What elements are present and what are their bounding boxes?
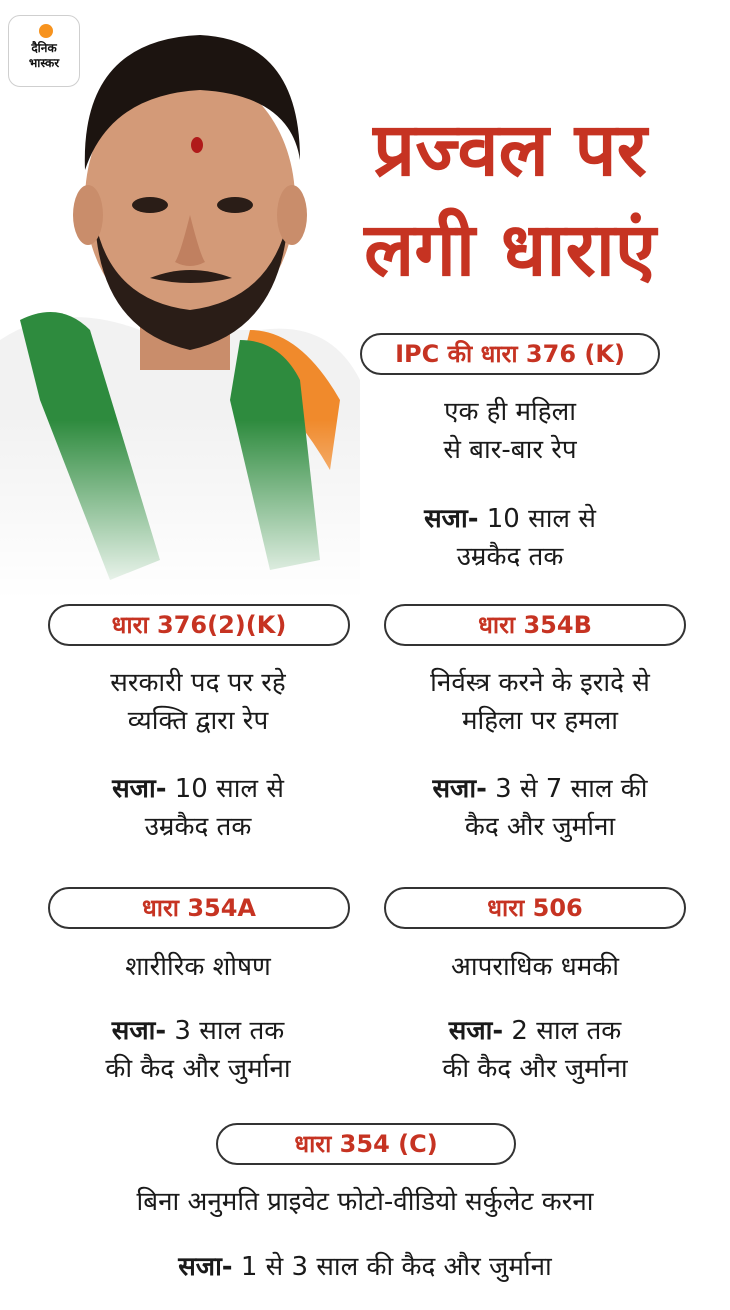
section-title-ipc-376k: IPC की धारा 376 (K)	[360, 333, 660, 375]
section-penalty-354c	[15, 1248, 715, 1286]
penalty-text: 2 साल तक	[503, 1016, 622, 1046]
penalty-label: सजा-	[112, 774, 167, 804]
penalty-label: सजा-	[424, 504, 479, 534]
section-desc-506	[365, 948, 705, 986]
section-title-354a: धारा 354A	[48, 887, 350, 929]
desc-line: एक ही महिला	[444, 397, 576, 427]
penalty-text: 1 से 3 साल की कैद और जुर्माना	[232, 1252, 552, 1282]
penalty-text: 10 साल से	[478, 504, 596, 534]
section-penalty-354b	[370, 770, 710, 846]
title-line-1: प्रज्वल पर	[373, 107, 647, 193]
section-title-354c: धारा 354 (C)	[216, 1123, 516, 1165]
penalty-text: 10 साल से	[166, 774, 284, 804]
desc-line: शारीरिक शोषण	[125, 952, 271, 982]
penalty-label: सजा-	[432, 774, 487, 804]
section-desc-376-2-k	[28, 664, 368, 740]
desc-line: से बार-बार रेप	[443, 435, 577, 465]
penalty-text: 3 साल तक	[166, 1016, 285, 1046]
penalty-text: 3 से 7 साल की	[486, 774, 648, 804]
section-penalty-354a	[28, 1012, 368, 1088]
desc-line: बिना अनुमति प्राइवेट फोटो-वीडियो सर्कुलेट करना	[136, 1187, 594, 1217]
desc-line: आपराधिक धमकी	[451, 952, 619, 982]
title-line-2: लगी धाराएं	[364, 207, 656, 293]
section-desc-ipc-376k	[360, 393, 660, 469]
penalty-text: की कैद और जुर्माना	[442, 1054, 628, 1084]
page-title	[300, 100, 720, 300]
penalty-text: उम्रकैद तक	[144, 812, 252, 842]
section-penalty-ipc-376k	[360, 500, 660, 576]
penalty-text: उम्रकैद तक	[456, 542, 564, 572]
section-desc-354a	[28, 948, 368, 986]
desc-line: महिला पर हमला	[461, 706, 619, 736]
desc-line: सरकारी पद पर रहे	[110, 668, 286, 698]
portrait-photo	[0, 0, 360, 600]
desc-line: व्यक्ति द्वारा रेप	[127, 706, 269, 736]
section-penalty-376-2-k	[28, 770, 368, 846]
penalty-text: कैद और जुर्माना	[464, 812, 616, 842]
penalty-label: सजा-	[448, 1016, 504, 1046]
section-desc-354c	[15, 1183, 715, 1221]
section-title-376-2-k: धारा 376(2)(K)	[48, 604, 350, 646]
section-title-506: धारा 506	[384, 887, 686, 929]
section-desc-354b	[370, 664, 710, 740]
section-penalty-506	[365, 1012, 705, 1088]
desc-line: निर्वस्त्र करने के इरादे से	[430, 668, 650, 698]
penalty-label: सजा-	[111, 1016, 167, 1046]
penalty-label: सजा-	[178, 1252, 233, 1282]
penalty-text: की कैद और जुर्माना	[105, 1054, 291, 1084]
section-title-354b: धारा 354B	[384, 604, 686, 646]
